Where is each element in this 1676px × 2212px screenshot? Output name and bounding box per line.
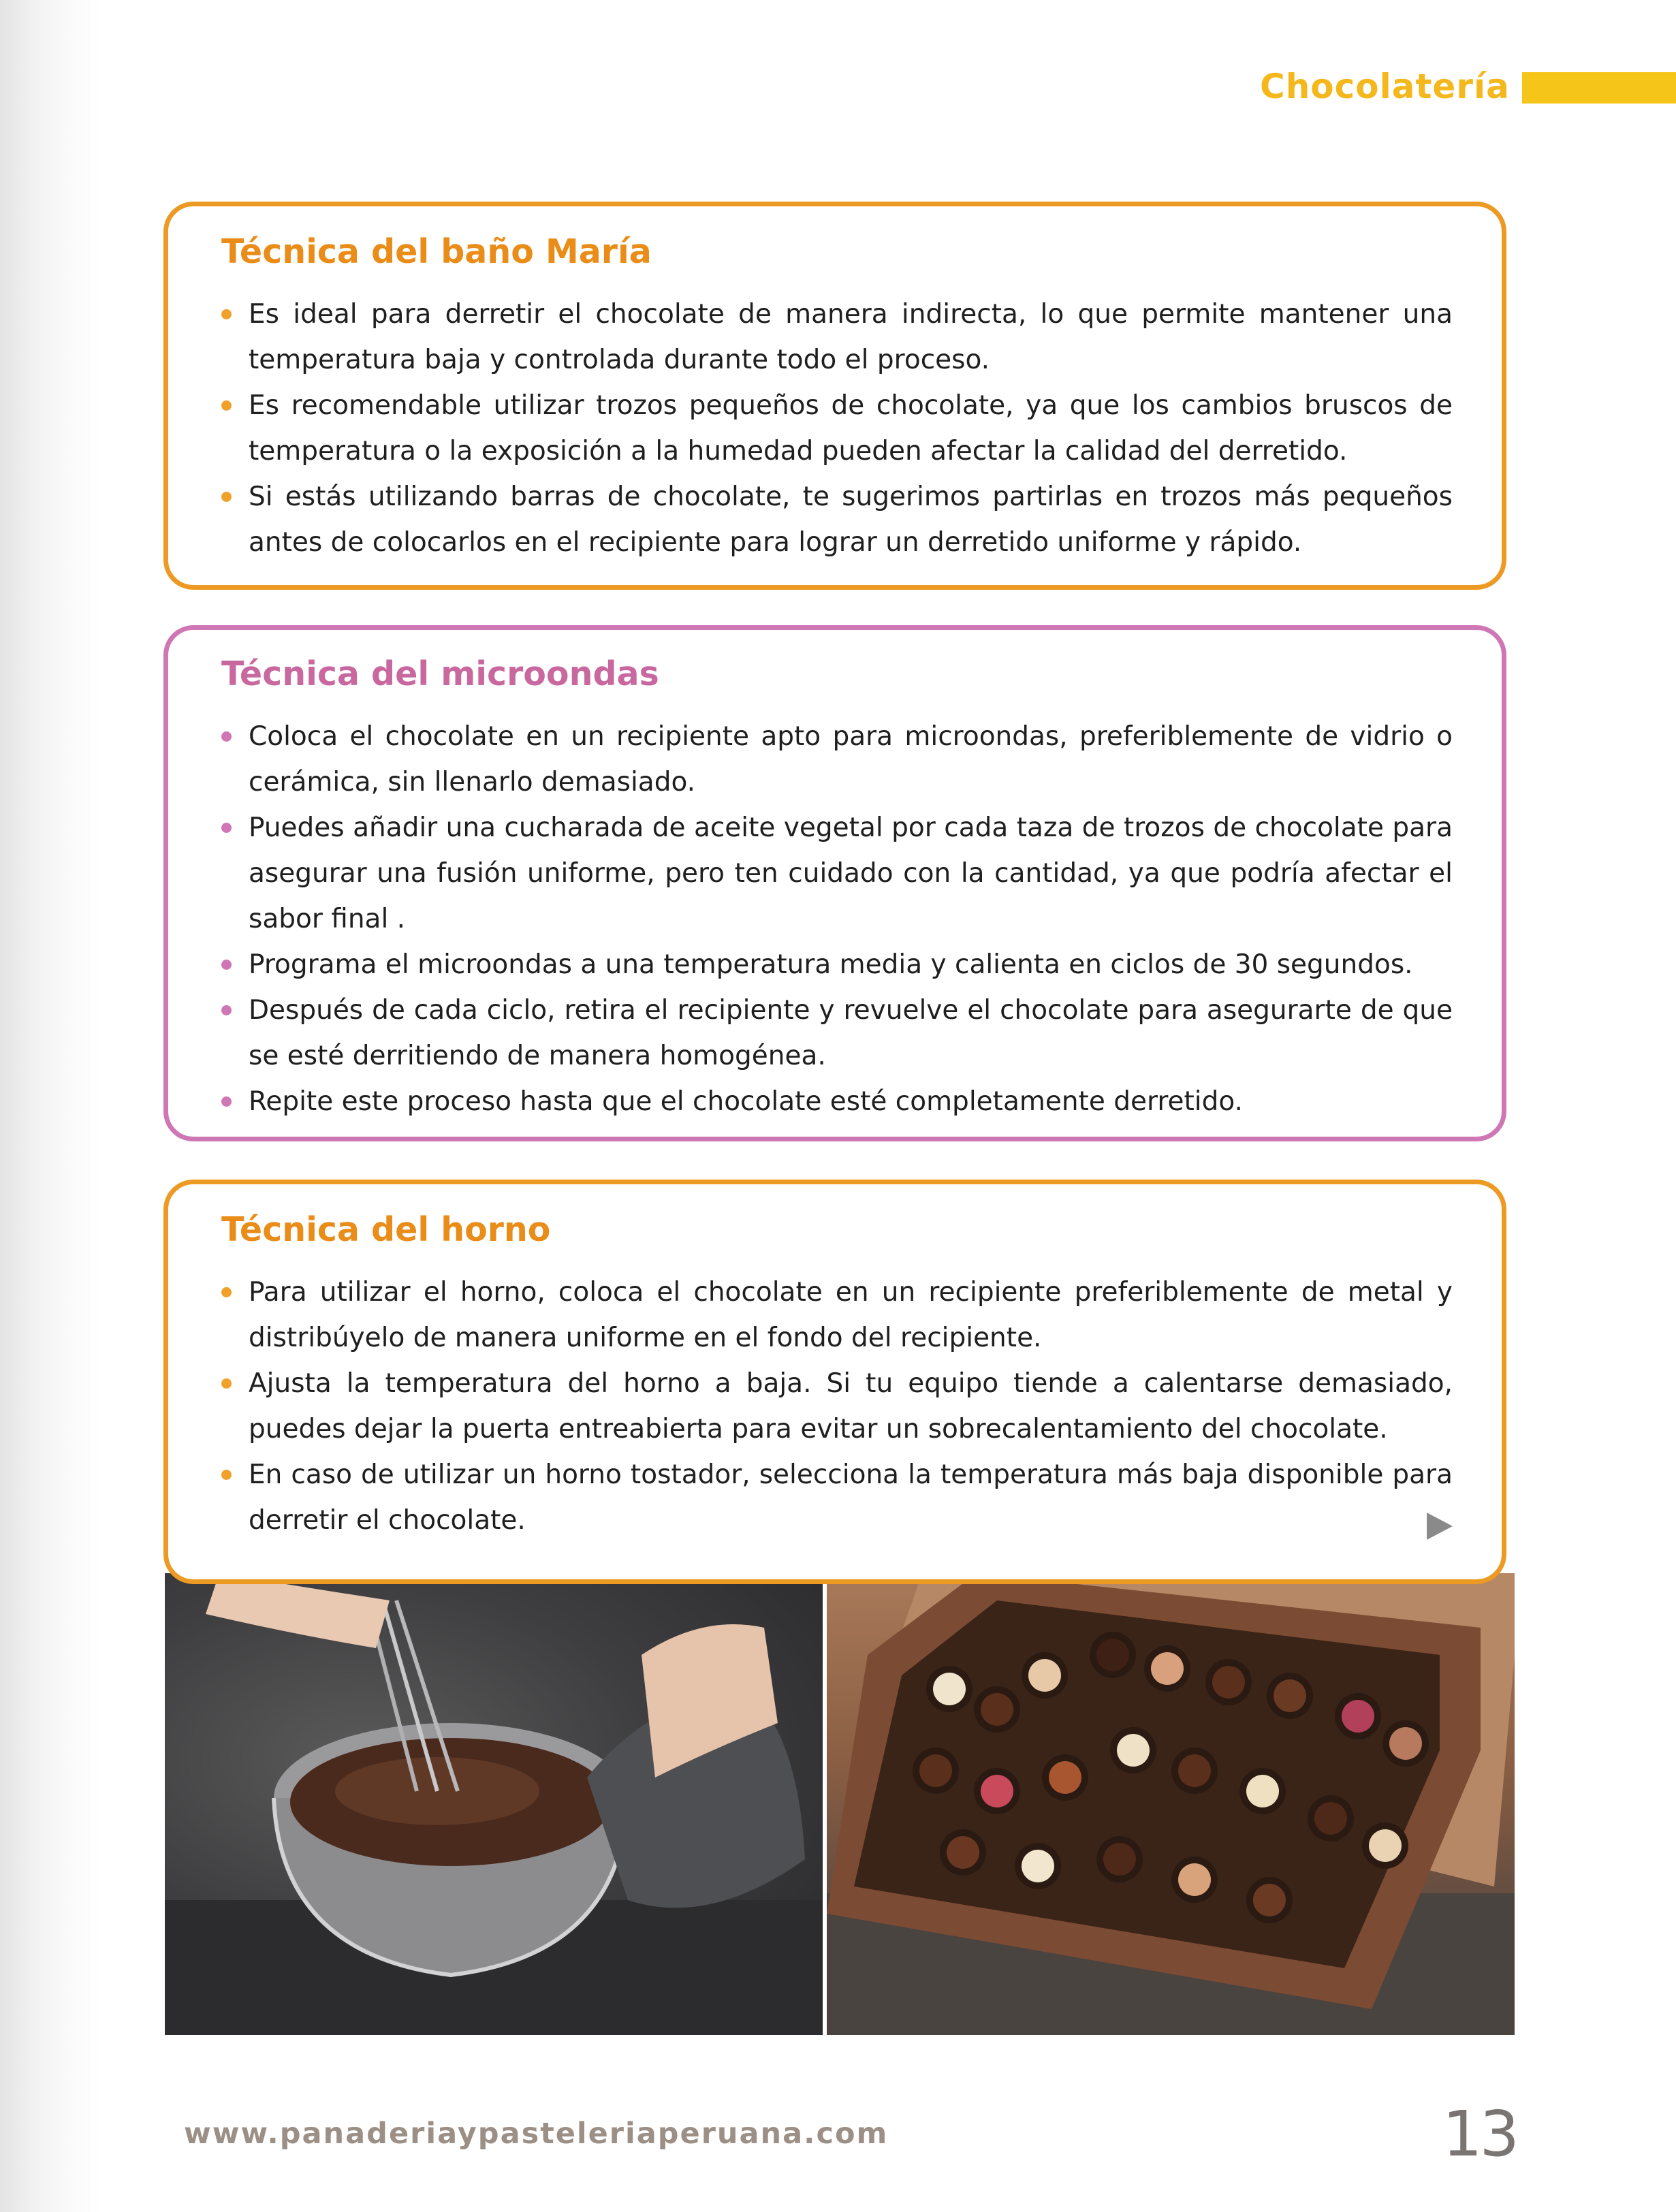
footer-website[interactable]: www.panaderiaypasteleriaperuana.com [184, 2117, 889, 2151]
page-number: 13 [1442, 2098, 1517, 2170]
card-horno [163, 1180, 1506, 1584]
section-label: Chocolatería [1260, 67, 1510, 106]
section-color-bar [1522, 72, 1676, 104]
card-title: Técnica del horno [221, 1210, 551, 1249]
bullet-item: Para utilizar el horno, coloca el chocolate en un recipiente preferiblemente de metal y distribúyelo de manera uniforme en el fondo del recipiente. [221, 1269, 1453, 1361]
bullet-item: Ajusta la temperatura del horno a baja. Si tu equipo tiende a calentarse demasiado, puedes dejar la puerta entreabierta para evitar un sobrecalentamiento del chocolate. [221, 1361, 1453, 1452]
melted-chocolate-illustration [165, 1573, 823, 2035]
page-spine-shadow [0, 0, 102, 2212]
card-bano-maria [163, 202, 1506, 590]
bullet-item: Si estás utilizando barras de chocolate, te sugerimos partirlas en trozos más pequeños antes de colocarlos en el recipiente para lograr un derretido uniforme y rápido. [221, 474, 1453, 565]
play-triangle-icon[interactable] [1427, 1513, 1453, 1540]
bullet-list [221, 714, 1453, 1124]
card-microondas [163, 625, 1506, 1141]
bonbon-box-photo [827, 1573, 1515, 2035]
card-title: Técnica del microondas [221, 654, 659, 693]
bullet-item: Es recomendable utilizar trozos pequeños de chocolate, ya que los cambios bruscos de temperatura o la exposición a la humedad pueden afectar la calidad del derretido. [221, 383, 1453, 474]
bullet-item: Coloca el chocolate en un recipiente apto para microondas, preferiblemente de vidrio o cerámica, sin llenarlo demasiado. [221, 714, 1453, 805]
bullet-item: Programa el microondas a una temperatura media y calienta en ciclos de 30 segundos. [221, 942, 1453, 988]
bonbon-box-illustration [827, 1573, 1515, 2035]
bullet-item: Repite este proceso hasta que el chocolate esté completamente derretido. [221, 1079, 1453, 1124]
card-title: Técnica del baño María [221, 232, 652, 271]
bullet-item: Puedes añadir una cucharada de aceite vegetal por cada taza de trozos de chocolate para asegurar una fusión uniforme, pero ten cuidado con la cantidad, ya que podría afectar el sabor final . [221, 805, 1453, 942]
bullet-item: En caso de utilizar un horno tostador, selecciona la temperatura más baja disponible para derretir el chocolate. [221, 1452, 1453, 1543]
bullet-item: Es ideal para derretir el chocolate de manera indirecta, lo que permite mantener una temperatura baja y controlada durante todo el proceso. [221, 291, 1453, 383]
melted-chocolate-photo [165, 1573, 823, 2035]
bullet-list [221, 1269, 1453, 1543]
bullet-list [221, 291, 1453, 565]
bullet-item: Después de cada ciclo, retira el recipiente y revuelve el chocolate para asegurarte de que se esté derritiendo de manera homogénea. [221, 988, 1453, 1079]
